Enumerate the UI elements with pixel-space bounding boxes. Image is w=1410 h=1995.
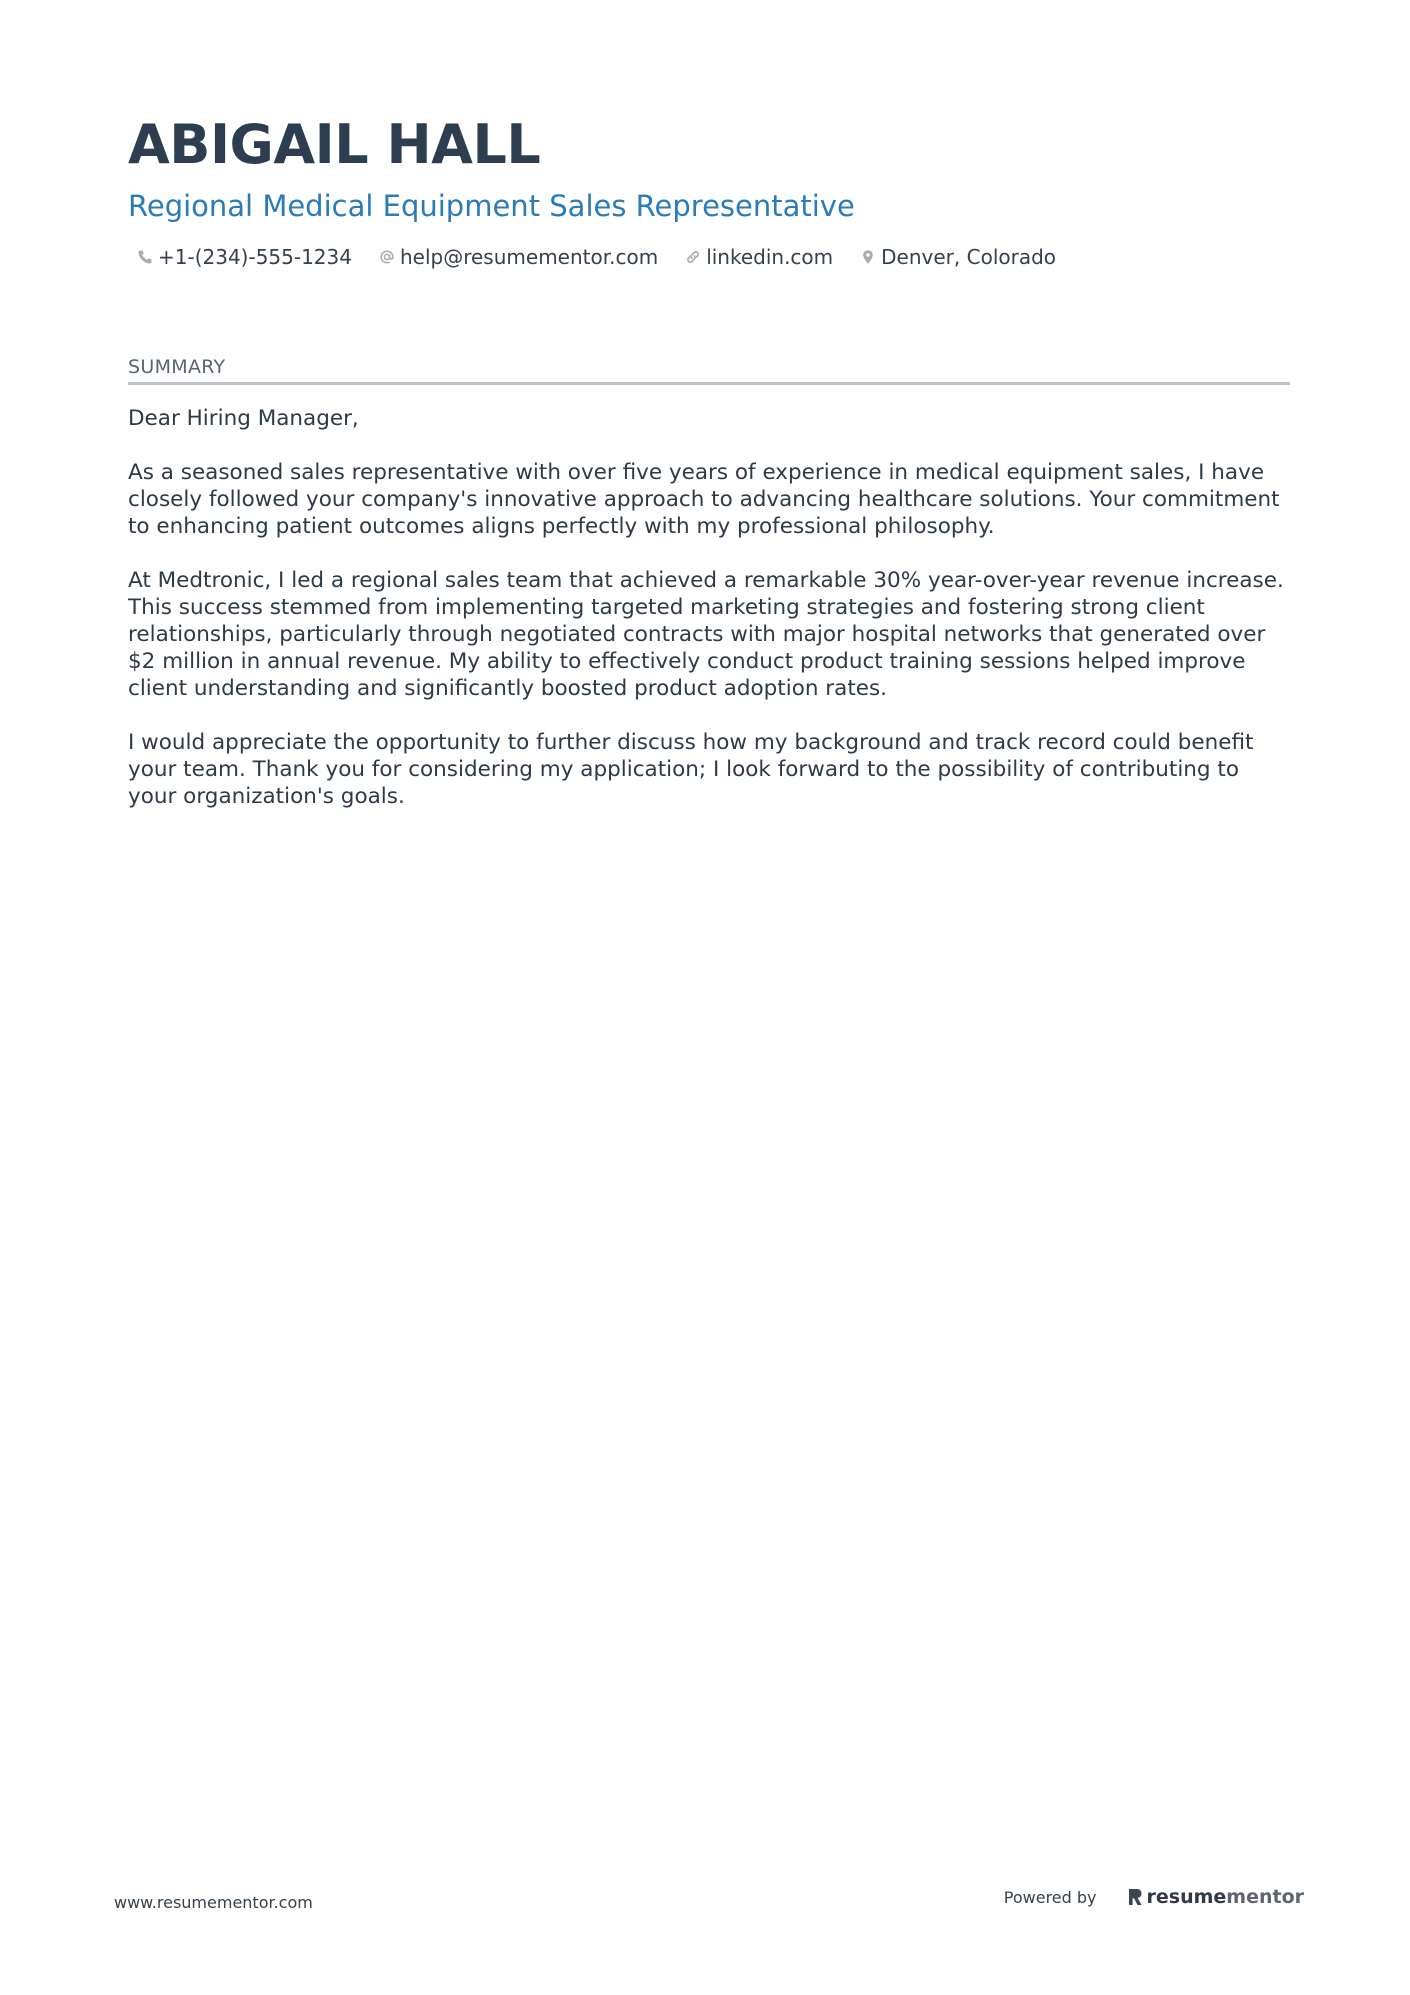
phone-text: +1-(234)-555-1234 [158, 245, 352, 269]
summary-heading: SUMMARY [128, 354, 1290, 385]
candidate-name: ABIGAIL HALL [128, 113, 541, 176]
brand-name-light: mentor [1226, 1886, 1304, 1908]
contact-bar [128, 242, 1290, 272]
paragraph-intro: As a seasoned sales representative with over five years of experience in medical equipment sales, I have closely followed your company's innovative approach to advancing healthcare solutions. Your commitment to enhancing patient outcomes aligns perfectly with my professional philosophy. [128, 460, 1280, 539]
powered-by-label: Powered by [1003, 1887, 1097, 1907]
at-icon [378, 248, 396, 266]
location-text: Denver, Colorado [881, 245, 1057, 269]
phone-icon [136, 248, 154, 266]
linkedin-text: linkedin.com [706, 245, 834, 269]
brand-logo-link[interactable] [1127, 1886, 1305, 1908]
salutation: Dear Hiring Manager, [128, 406, 359, 431]
paragraph-achievements: At Medtronic, I led a regional sales team that achieved a remarkable 30% year-over-year revenue increase. This success stemmed from implementing targeted marketing strategies and fostering strong client relationships, particularly through negotiated contracts with major hospital networks that generated over $2 million in annual revenue. My ability to effectively conduct product training sessions helped improve client understanding and significantly boosted product adoption rates. [128, 568, 1284, 701]
contact-phone[interactable] [136, 242, 352, 272]
footer-branding [1004, 1886, 1304, 1908]
summary-body [128, 405, 1290, 810]
email-text: help@resumementor.com [399, 245, 659, 269]
contact-location [859, 242, 1056, 272]
brand-name-strong: resume [1146, 1886, 1227, 1908]
paragraph-closing: I would appreciate the opportunity to further discuss how my background and track record could benefit your team. Thank you for considering my application; I look forward to the possibility of contributing to your organization's goals. [128, 730, 1254, 809]
link-icon [684, 248, 702, 266]
contact-linkedin[interactable] [684, 242, 833, 272]
resumementor-logo-icon [1127, 1887, 1143, 1907]
map-pin-icon [859, 248, 877, 266]
contact-email[interactable] [378, 242, 658, 272]
resume-page [128, 110, 1290, 837]
job-title: Regional Medical Equipment Sales Representative [128, 189, 855, 223]
footer-website-link[interactable]: www.resumementor.com [114, 1893, 313, 1912]
